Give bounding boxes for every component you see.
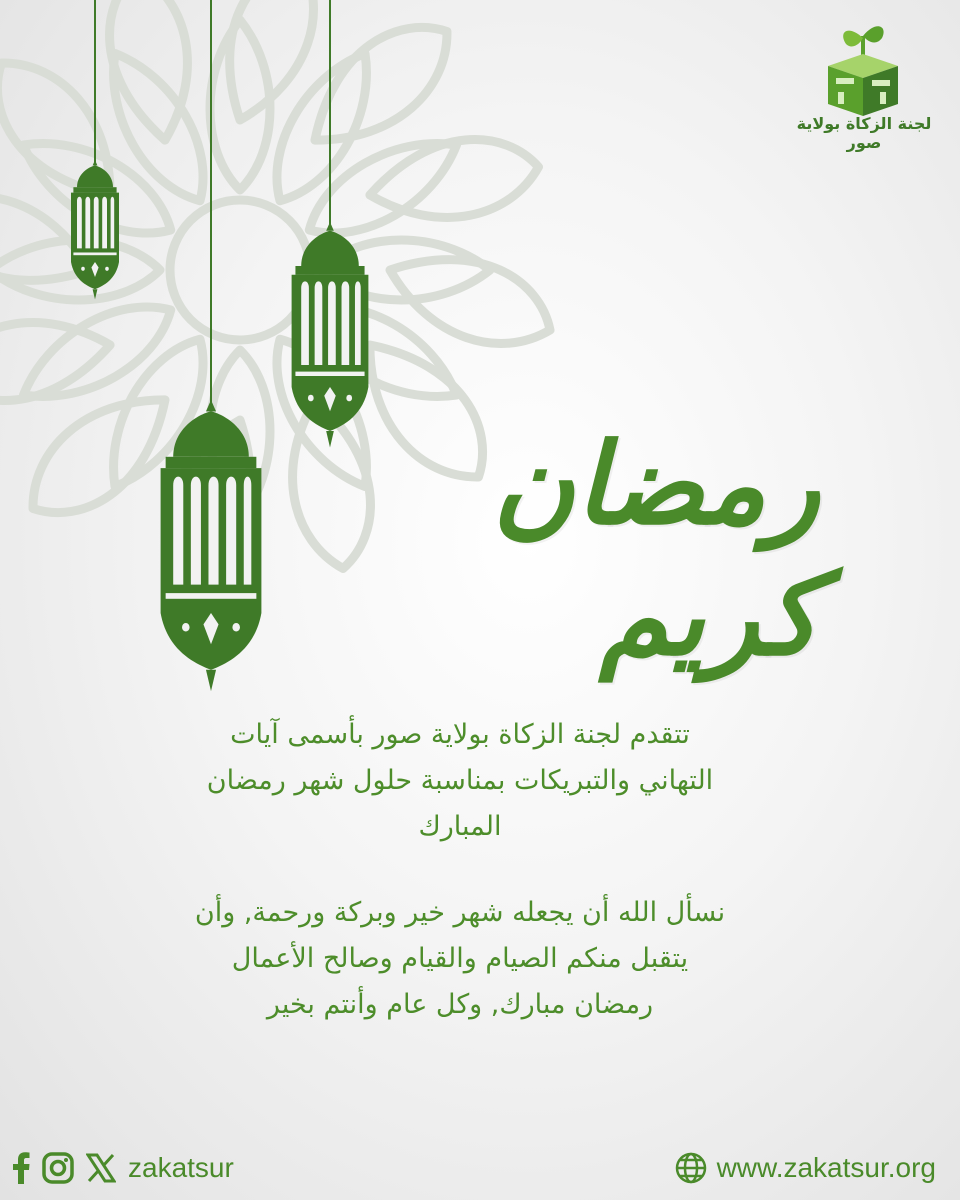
globe-icon — [675, 1152, 707, 1184]
org-name: لجنة الزكاة بولاية صور — [796, 114, 932, 152]
x-icon[interactable] — [86, 1153, 116, 1183]
social-links — [12, 1148, 234, 1188]
website-url[interactable]: www.zakatsur.org — [716, 1152, 936, 1183]
lantern-medium-icon — [280, 0, 380, 450]
message-line: تتقدم لجنة الزكاة بولاية صور بأسمى آيات — [230, 719, 690, 750]
message-line: نسأل الله أن يجعله شهر خير وبركة ورحمة, وأن — [194, 897, 726, 928]
ramadan-kareem-calligraphy: رمضان كريم — [492, 419, 820, 681]
message-line: يتقبل منكم الصيام والقيام وصالح الأعمال — [231, 943, 689, 974]
facebook-icon[interactable] — [12, 1152, 30, 1184]
lantern-small-icon — [60, 0, 130, 300]
message-paragraph-1 — [130, 712, 790, 850]
message-paragraph-2 — [130, 890, 790, 1028]
website-link[interactable] — [675, 1148, 936, 1188]
instagram-icon[interactable] — [42, 1152, 74, 1184]
message-line: المبارك — [418, 811, 502, 842]
greeting-message — [130, 712, 790, 1068]
message-line: رمضان مبارك, وكل عام وأنتم بخير — [266, 989, 654, 1020]
lantern-large-icon — [148, 0, 274, 700]
social-handle[interactable]: zakatsur — [128, 1152, 234, 1183]
message-line: التهاني والتبريكات بمناسبة حلول شهر رمضان — [206, 765, 714, 796]
